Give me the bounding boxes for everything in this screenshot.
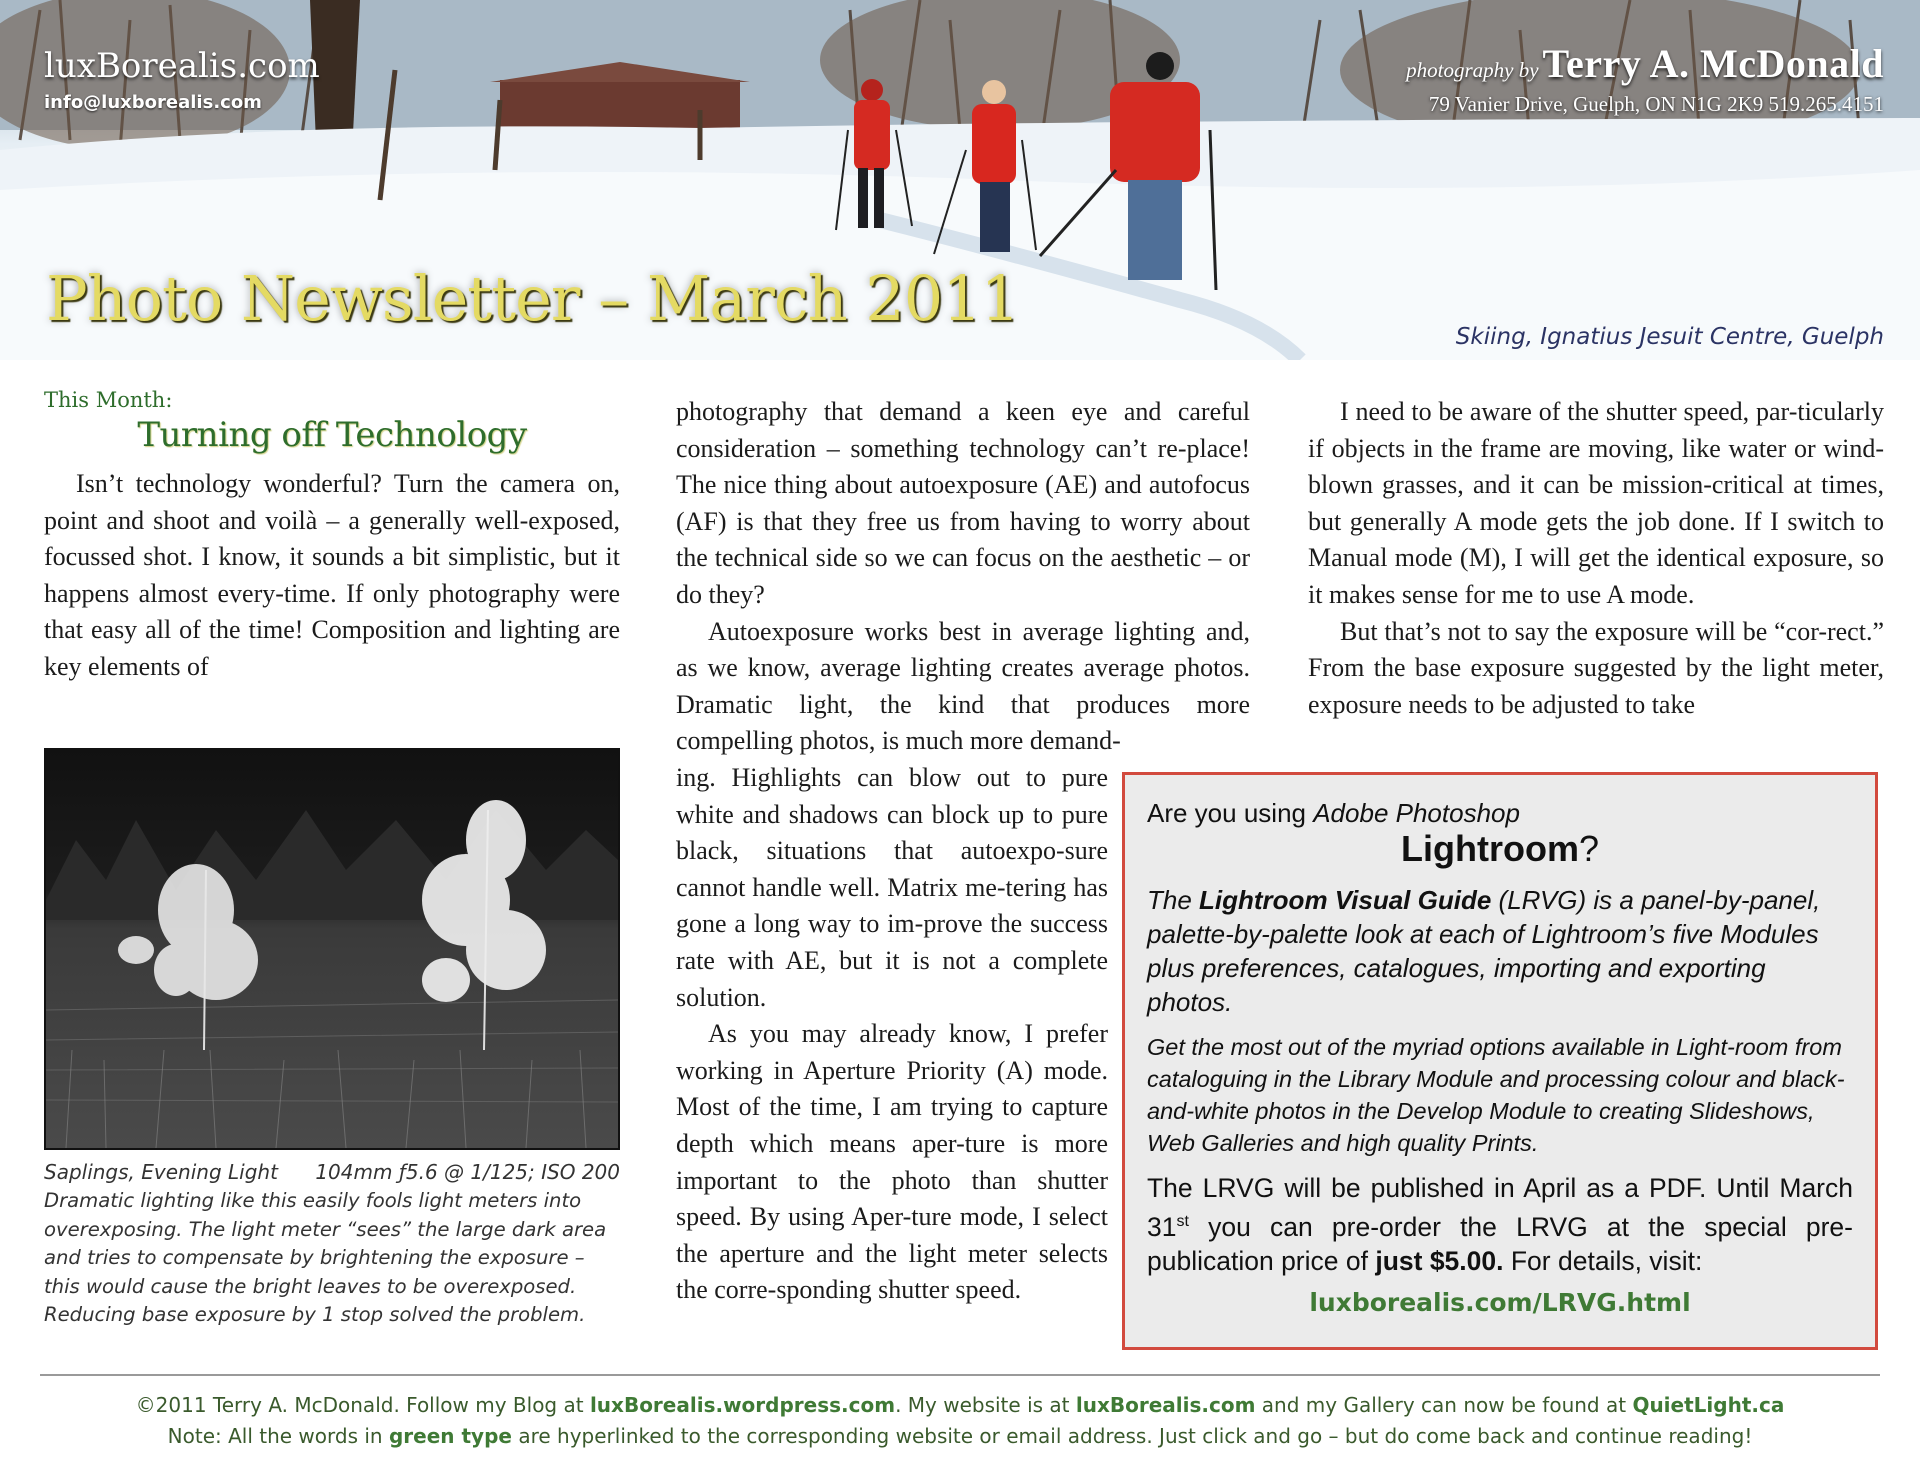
paragraph-5: I need to be aware of the shutter speed, par-ticularly if objects in the frame are moving, like water or wind-blown grasses, and it can be mission-critical at times, but generally A mode gets the job done. If I switch to Manual mode (M), I will get the identical exposure, so it makes sense for me to use A mode. <box>1308 397 1884 609</box>
promo-guide-name: Lightroom Visual Guide <box>1199 885 1492 915</box>
paragraph-1: Isn’t technology wonderful? Turn the camera on, point and shoot and voilà – a generally well-exposed, focussed shot. I know, it sounds a bit simplistic, but it happens almost every-time. If only photography were that easy all of the time! Composition and lighting are key elements of <box>44 469 620 681</box>
byline-prefix: photography by <box>1406 58 1539 82</box>
website-link[interactable]: luxBorealis.com <box>1075 1393 1256 1417</box>
kicker: This Month: <box>44 388 173 412</box>
promo-offer-sup: st <box>1176 1213 1189 1230</box>
column-2-top <box>676 394 1250 760</box>
paragraph-2: photography that demand a keen eye and careful consideration – something technology can’t re-place! The nice thing about autoexposure (AE) and autofocus (AF) is that they free us from having to worry about the technical side so we can focus on the aesthetic – or do they? <box>676 397 1250 609</box>
column-2-bottom <box>676 760 1108 1309</box>
promo-offer-b: you can pre-order the LRVG at the special pre-publication price of <box>1147 1211 1853 1276</box>
lrvg-link[interactable]: luxborealis.com/LRVG.html <box>1309 1287 1691 1317</box>
photo-title: Saplings, Evening Light <box>44 1160 278 1184</box>
promo-description <box>1147 883 1853 1019</box>
photographer-name: Terry A. McDonald <box>1542 41 1884 86</box>
photo-exif: 104mm ƒ5.6 @ 1/125; ISO 200 <box>315 1160 620 1184</box>
footer-line-2 <box>0 1421 1920 1452</box>
footer <box>0 1390 1920 1452</box>
footer-text-b: . My website is at <box>895 1393 1076 1417</box>
promo-question-mark: ? <box>1578 828 1599 869</box>
promo-desc-rest: (LRVG) is a panel-by-panel, palette-by-palette look at each of Lightroom’s five Modules plus preferences, catalogues, importing and exporting photos. <box>1147 885 1821 1017</box>
photo-caption-body: Dramatic lighting like this easily fools light meters into overexposing. The light meter “sees” the large dark area and tries to compensate by brightening the exposure – this would cause the bright leaves to be overexposed. Reducing base exposure by 1 stop solved the problem. <box>44 1189 607 1327</box>
photographer-byline <box>1406 40 1884 87</box>
site-logo[interactable]: luxBorealis.com <box>44 46 320 86</box>
footer-note-b: are hyperlinked to the corresponding website or email address. Just click and go – but do come back and continue reading! <box>511 1424 1753 1448</box>
paragraph-6: But that’s not to say the exposure will be “cor-rect.” From the base exposure suggested by the light meter, exposure needs to be adjusted to take <box>1308 616 1884 719</box>
header-banner <box>0 0 1920 360</box>
promo-price: just $5.00. <box>1375 1245 1504 1276</box>
promo-product-name: Lightroom <box>1401 828 1579 869</box>
saplings-photo <box>44 748 620 1150</box>
promo-offer-a: The LRVG will be published in April as a PDF. Until March 31 <box>1147 1173 1853 1242</box>
footer-text-a: ©2011 Terry A. McDonald. Follow my Blog at <box>135 1393 590 1417</box>
footer-note-a: Note: All the words in <box>167 1424 389 1448</box>
footer-divider <box>40 1374 1880 1376</box>
promo-product <box>1147 829 1853 869</box>
column-1 <box>44 388 620 686</box>
newsletter-title: Photo Newsletter – March 2011 <box>46 262 1020 335</box>
promo-offer <box>1147 1171 1853 1278</box>
footer-line-1 <box>0 1390 1920 1421</box>
article-title: Turning off Technology <box>137 415 527 455</box>
column-3 <box>1308 394 1884 723</box>
promo-question <box>1147 797 1853 829</box>
gallery-link[interactable]: QuietLight.ca <box>1632 1393 1785 1417</box>
promo-desc-the: The <box>1147 885 1200 915</box>
paragraph-3b: ing. Highlights can blow out to pure white and shadows can block up to pure black, situations that autoexpo-sure cannot handle well. Matrix me-tering has gone a long way to im-prove the success rate with AE, but it is not a complete solution. <box>676 763 1108 1012</box>
promo-offer-c: For details, visit: <box>1503 1245 1703 1276</box>
green-type-note: green type <box>388 1424 512 1448</box>
banner-photo-caption: Skiing, Ignatius Jesuit Centre, Guelph <box>1455 324 1884 350</box>
email-link[interactable]: info@luxborealis.com <box>44 92 262 113</box>
lightroom-promo-box <box>1122 772 1878 1350</box>
photo-caption <box>44 1158 620 1330</box>
photographer-address: 79 Vanier Drive, Guelph, ON N1G 2K9 519.265.4151 <box>1428 92 1884 116</box>
paragraph-3a: Autoexposure works best in average lighting and, as we know, average lighting creates average photos. Dramatic light, the kind that produces more compelling photos, is much more demand- <box>676 616 1250 756</box>
paragraph-4: As you may already know, I prefer working in Aperture Priority (A) mode. Most of the time, I am trying to capture depth which means aper-ture is more important to the photo than shutter speed. By using Aper-ture mode, I select the aperture and the light meter selects the corre-sponding shutter speed. <box>676 1019 1108 1305</box>
footer-text-c: and my Gallery can now be found at <box>1255 1393 1633 1417</box>
promo-brand: Adobe Photoshop <box>1313 798 1520 828</box>
promo-question-prefix: Are you using <box>1147 798 1314 828</box>
promo-description-2: Get the most out of the myriad options available in Light-room from cataloguing in the Library Module and processing colour and black-and-white photos in the Develop Module to creating Slideshows, Web Galleries and high quality Prints. <box>1147 1034 1845 1156</box>
photo-caption-title-row <box>44 1158 620 1187</box>
blog-link[interactable]: luxBorealis.wordpress.com <box>589 1393 896 1417</box>
